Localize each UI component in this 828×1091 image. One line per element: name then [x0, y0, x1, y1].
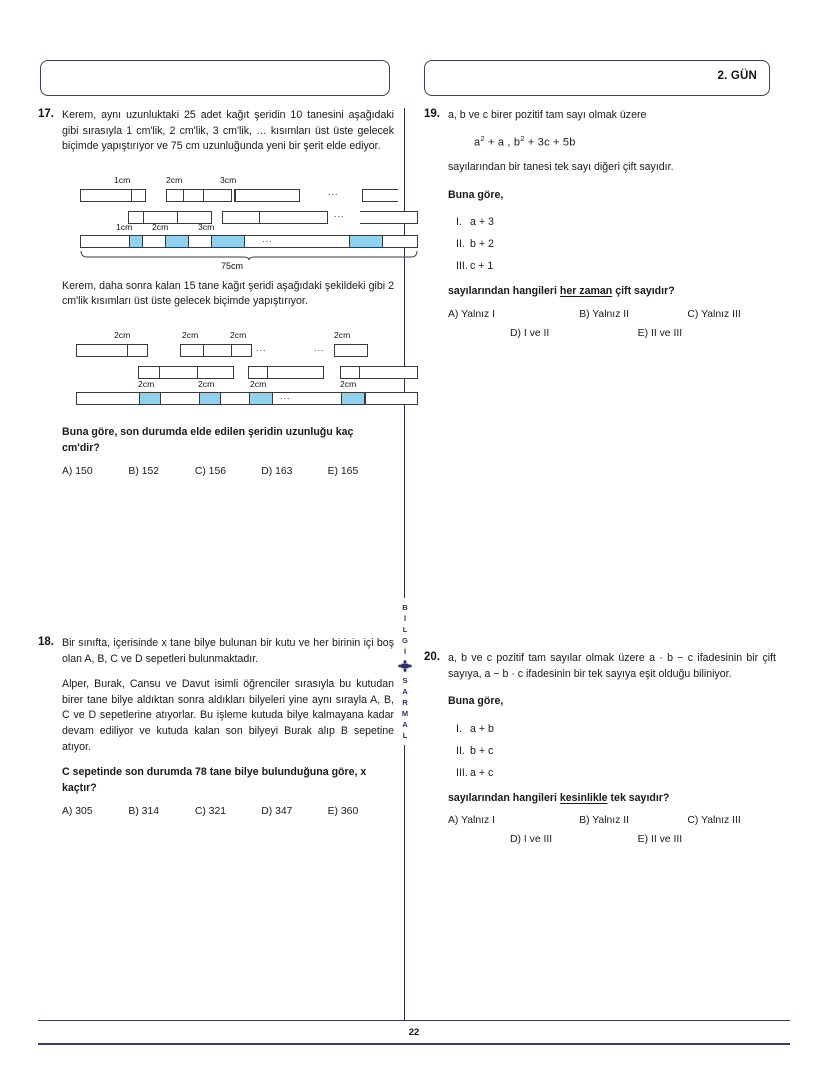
q19-choices-row2 — [448, 328, 776, 339]
choice-a[interactable]: A) 305 — [62, 806, 93, 818]
formula-exponent: 2 — [480, 133, 485, 143]
page-footer — [38, 1020, 790, 1045]
strip-piece — [248, 366, 324, 379]
diagram-label: 2cm — [198, 378, 215, 389]
q17-diagram-2 — [62, 322, 394, 407]
list-item-text: a + c — [470, 766, 494, 779]
q17-choices — [62, 466, 394, 477]
page-number: 22 — [408, 1027, 420, 1039]
question-number: 17. — [38, 108, 54, 120]
list-item-text: a + 3 — [470, 216, 494, 229]
choice-c[interactable]: C) Yalnız III — [687, 815, 741, 827]
q20-roman-list — [448, 722, 776, 781]
buna-gore-label: Buna göre, — [448, 695, 504, 708]
diagram-label: 1cm — [116, 221, 133, 232]
question-intro: a, b ve c birer pozitif tam sayı olmak üzere — [448, 109, 647, 121]
choice-b[interactable]: B) Yalnız II — [579, 815, 630, 827]
roman-numeral: I. — [456, 216, 462, 229]
strip-piece — [362, 189, 398, 202]
ellipsis: ... — [314, 342, 325, 353]
diagram-label: 2cm — [166, 174, 183, 185]
bilgi-sarmal-logo-icon — [398, 659, 412, 673]
ellipsis: ... — [328, 186, 339, 197]
q17-diagram-1 — [62, 167, 394, 271]
brand-letter: L — [402, 731, 408, 740]
diagram-label: 2cm — [340, 378, 357, 389]
strip-piece — [360, 211, 418, 224]
choice-a[interactable]: A) Yalnız I — [448, 309, 495, 321]
choice-e[interactable]: E) II ve III — [637, 328, 683, 340]
question-19 — [424, 108, 776, 339]
combined-strip — [80, 235, 418, 248]
choice-e[interactable]: E) 360 — [327, 806, 359, 818]
q20-choices-row2 — [448, 834, 776, 845]
right-column — [424, 108, 776, 846]
formula-part: a — [474, 136, 481, 149]
brand-letter: B — [402, 603, 408, 612]
list-item-text: c + 1 — [470, 260, 494, 273]
overlap-cell — [341, 393, 365, 404]
list-item — [448, 744, 776, 759]
ellipsis: ... — [280, 390, 291, 401]
question-formula — [474, 134, 776, 149]
brand-letter: M — [401, 709, 409, 718]
brand-watermark — [396, 598, 414, 745]
prompt-suffix: tek sayıdır? — [607, 791, 670, 804]
strip-piece — [234, 189, 300, 202]
diagram-label: 2cm — [152, 221, 169, 232]
brand-letter: A — [402, 720, 408, 729]
choice-d[interactable]: D) 163 — [261, 466, 293, 478]
diagram-label: 2cm — [250, 378, 267, 389]
strip-piece — [180, 344, 252, 357]
header-box-left — [40, 60, 390, 96]
diagram-label: 2cm — [230, 329, 247, 340]
choice-c[interactable]: C) 321 — [194, 806, 226, 818]
choice-e[interactable]: E) II ve III — [637, 834, 683, 846]
q18-choices — [62, 806, 394, 817]
prompt-prefix: sayılarından hangileri — [448, 791, 560, 804]
roman-numeral: III. — [456, 766, 468, 779]
question-paragraph: Kerem, aynı uzunluktaki 25 adet kağıt şeridin 10 tanesini aşağıdaki gibi sırasıyla 1 cm'lik, 2 cm'lik, 3 cm'lik, … kısımları üst üste gelecek biçimde yapıştırıyor ve 75 cm uzunluğunda yeni bir şerit elde ediyor. — [62, 109, 394, 153]
overlap-cell — [139, 393, 161, 404]
strip-piece — [222, 211, 328, 224]
choice-b[interactable]: B) Yalnız II — [579, 309, 630, 321]
question-20 — [424, 651, 776, 845]
diagram-label: 2cm — [334, 329, 351, 340]
question-number: 19. — [424, 108, 440, 120]
question-prompt — [448, 791, 776, 807]
measure-brace — [80, 250, 418, 260]
choice-d[interactable]: D) I ve II — [510, 328, 550, 340]
choice-b[interactable]: B) 314 — [128, 806, 160, 818]
left-column — [38, 108, 394, 818]
brand-letter: R — [402, 698, 408, 707]
question-17 — [38, 108, 394, 477]
combined-strip — [76, 392, 418, 405]
roman-numeral: III. — [456, 260, 468, 273]
brace-label: 75cm — [220, 260, 244, 271]
q20-choices-row1 — [448, 815, 776, 826]
overlap-cell — [249, 393, 273, 404]
diagram-label: 2cm — [182, 329, 199, 340]
list-item — [448, 722, 776, 737]
question-prompt: C sepetinde son durumda 78 tane bilye bulunduğuna göre, x kaçtır? — [62, 766, 367, 794]
choice-d[interactable]: D) 347 — [261, 806, 293, 818]
roman-numeral: II. — [456, 744, 465, 757]
question-paragraph: Kerem, daha sonra kalan 15 tane kağıt şeridi aşağıdaki şekildeki gibi 2 cm'lik kısımları üst üste gelecek biçimde yapıştırıyor. — [62, 279, 394, 308]
brand-letter: G — [402, 636, 408, 645]
diagram-label: 3cm — [220, 174, 237, 185]
brand-letter: A — [402, 687, 408, 696]
brand-letter: S — [402, 676, 408, 685]
ellipsis: ... — [256, 342, 267, 353]
strip-piece — [166, 189, 232, 202]
overlap-cell — [129, 236, 143, 247]
diagram-label: 1cm — [114, 174, 131, 185]
formula-part: + 3c + 5b — [524, 136, 576, 149]
header-right-label: 2. GÜN — [717, 70, 757, 82]
q19-choices-row1 — [448, 309, 776, 320]
prompt-prefix: sayılarından hangileri — [448, 285, 560, 298]
diagram-label: 2cm — [114, 329, 131, 340]
question-after-formula: sayılarından bir tanesi tek sayı diğeri çift sayıdır. — [448, 161, 674, 174]
overlap-cell — [165, 236, 189, 247]
strip-piece — [138, 366, 234, 379]
ellipsis: ... — [334, 208, 345, 219]
choice-d[interactable]: D) I ve III — [510, 834, 553, 846]
diagram-label: 2cm — [138, 378, 155, 389]
choice-a[interactable]: A) 150 — [62, 466, 93, 478]
question-prompt: Buna göre, son durumda elde edilen şeridin uzunluğu kaç cm'dir? — [62, 425, 354, 454]
brand-letter: İ — [403, 614, 407, 623]
strip-piece — [76, 344, 148, 357]
question-paragraph: Bir sınıfta, içerisinde x tane bilye bulunan bir kutu ve her birinin içi boş olan A, B, C ve D sepetleri bulunmaktadır. — [62, 637, 394, 665]
overlap-cell — [211, 236, 245, 247]
choice-c[interactable]: C) Yalnız III — [687, 309, 741, 321]
strip-piece — [334, 344, 368, 357]
ellipsis: ... — [262, 233, 273, 244]
brand-letter: L — [402, 625, 408, 634]
list-item — [448, 766, 776, 781]
choice-e[interactable]: E) 165 — [327, 466, 359, 478]
list-item — [448, 259, 776, 274]
choice-a[interactable]: A) Yalnız I — [448, 815, 495, 827]
choice-c[interactable]: C) 156 — [194, 466, 226, 478]
formula-part: + a , b — [484, 136, 521, 149]
overlap-cell — [199, 393, 221, 404]
list-item — [448, 237, 776, 252]
header-box-right — [424, 60, 770, 96]
list-item-text: b + c — [470, 744, 494, 757]
prompt-emphasis: her zaman — [559, 285, 613, 298]
list-item — [448, 215, 776, 230]
roman-numeral: I. — [456, 722, 462, 735]
strip-piece — [80, 189, 146, 202]
question-paragraph: Alper, Burak, Cansu ve Davut isimli öğrenciler sırasıyla bu kutudan birer tane bilye aldıktan sonra aldıkları bilyeleri yine aynı sırayla A, B, C ve D sepetlerine atıyorlar. Bu işleme kutuda bilye kalmayana kadar devam ediliyor ve kutuda kalan son bilyeyi Burak alıp B sepetine atıyor. — [62, 678, 394, 753]
footer-rule-bottom — [38, 1043, 790, 1044]
brand-letter: İ — [403, 647, 407, 656]
buna-gore-label: Buna göre, — [448, 188, 504, 201]
formula-exponent: 2 — [520, 133, 525, 143]
question-18 — [38, 636, 394, 817]
choice-b[interactable]: B) 152 — [128, 466, 160, 478]
question-prompt — [448, 284, 776, 300]
q19-roman-list — [448, 215, 776, 274]
prompt-emphasis: kesinlikle — [559, 791, 608, 804]
question-intro: a, b ve c pozitif tam sayılar olmak üzere a · b − c ifadesinin bir çift sayıya, a − b · c ifadesinin bir tek sayıya eşit olduğu biliniyor. — [448, 652, 776, 680]
question-number: 20. — [424, 651, 440, 663]
list-item-text: b + 2 — [470, 238, 494, 251]
strip-piece — [340, 366, 418, 379]
roman-numeral: II. — [456, 238, 465, 251]
question-number: 18. — [38, 636, 54, 648]
header-row — [0, 60, 828, 100]
overlap-cell — [349, 236, 383, 247]
list-item-text: a + b — [470, 722, 494, 735]
diagram-label: 3cm — [198, 221, 215, 232]
prompt-suffix: çift sayıdır? — [612, 285, 675, 298]
